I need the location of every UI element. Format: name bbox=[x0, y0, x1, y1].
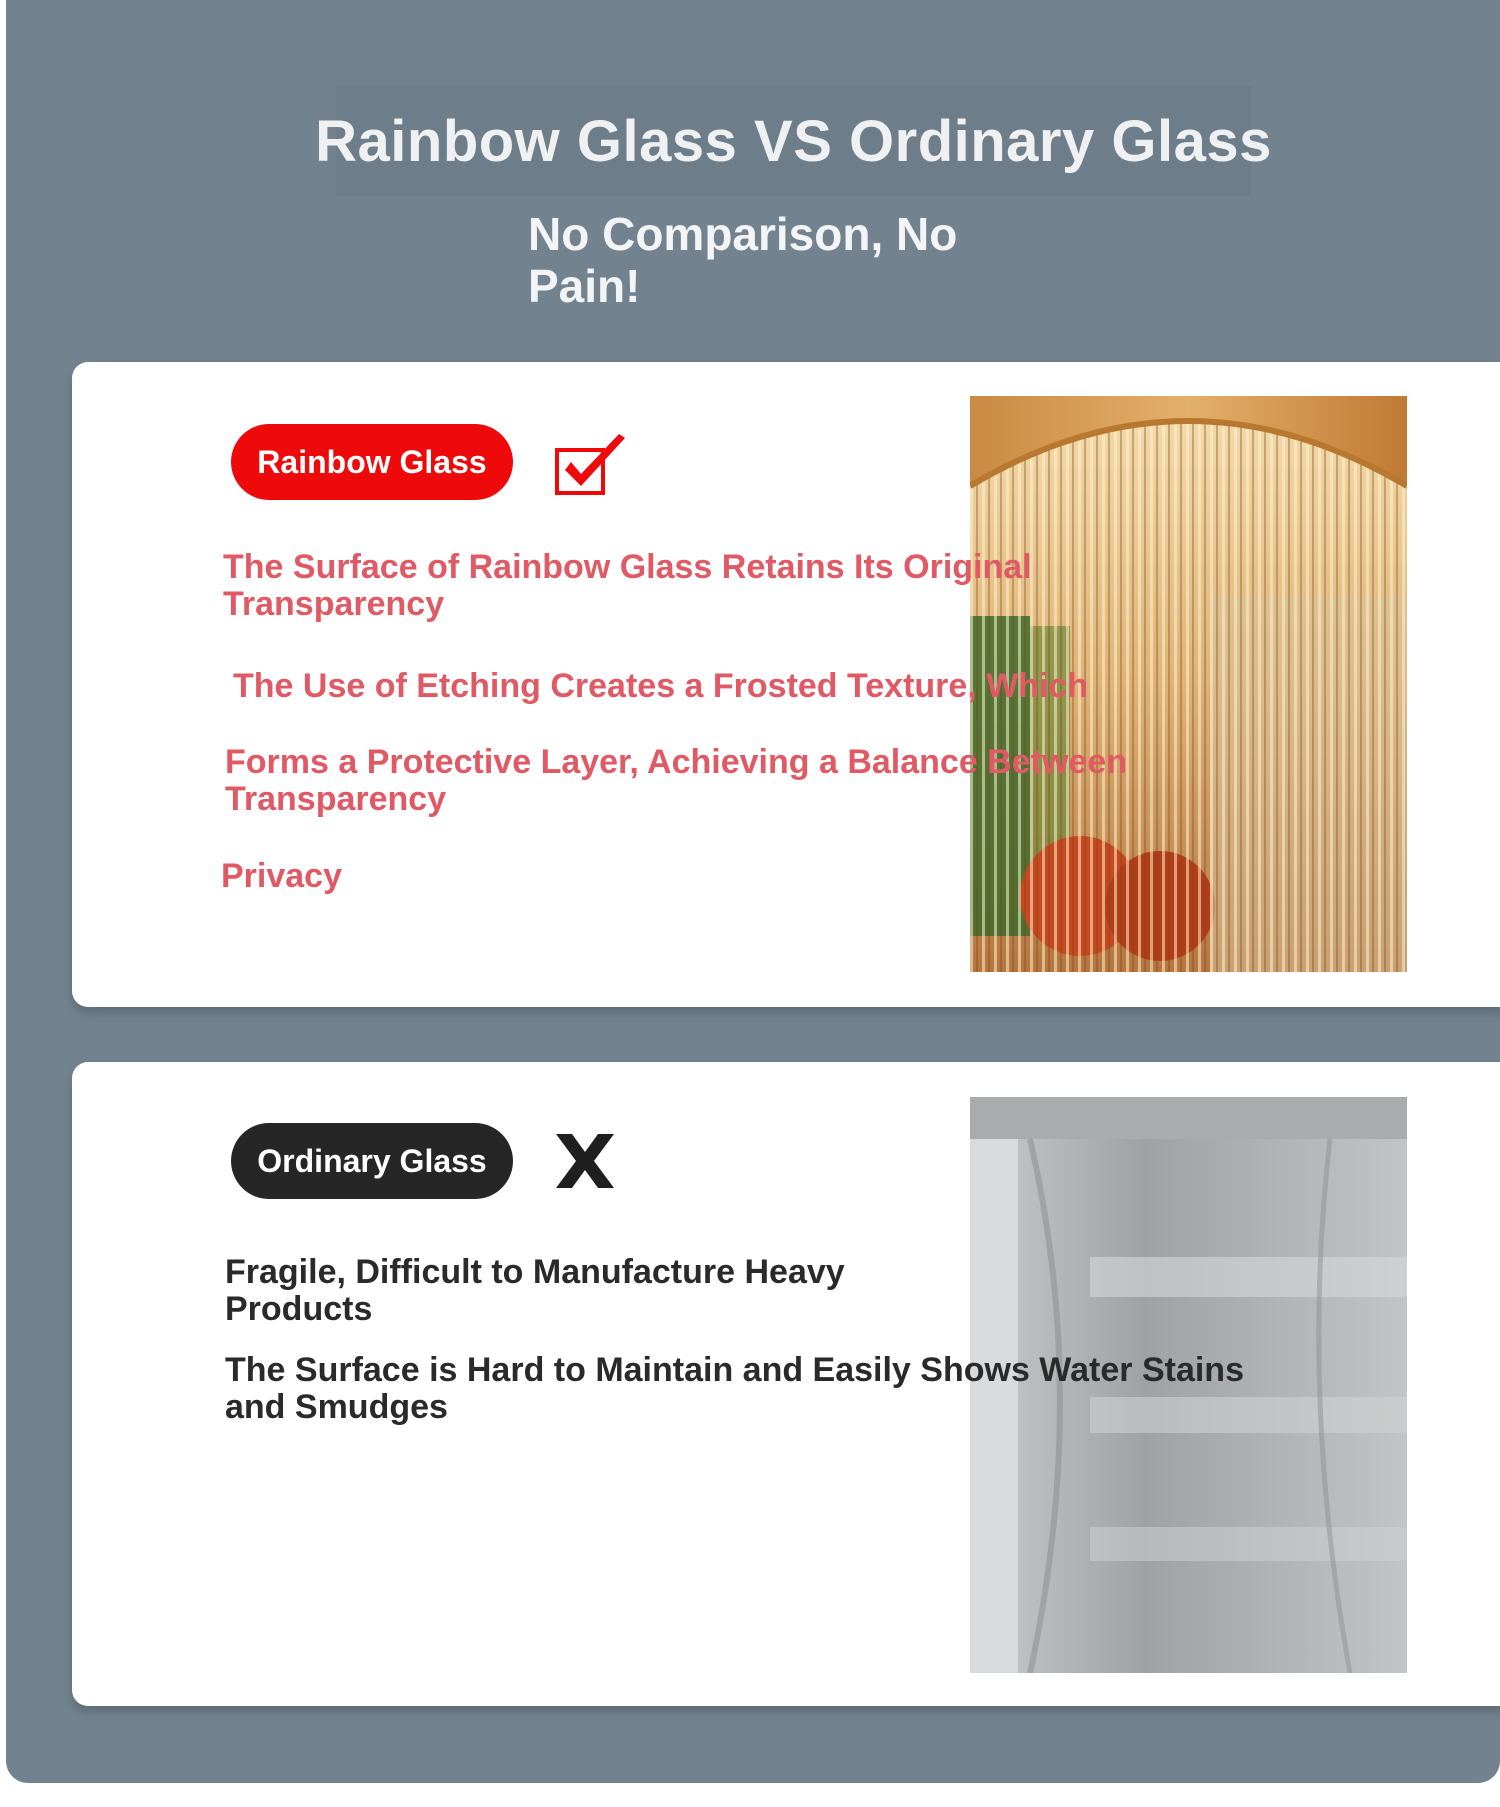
rainbow-point-2 bbox=[233, 668, 1088, 705]
ordinary-point-1 bbox=[225, 1254, 845, 1328]
rainbow-point-3-text: Forms a Protective Layer, Achieving a Balance Between Transparency bbox=[225, 743, 1127, 818]
header-title-box bbox=[315, 86, 1272, 196]
rainbow-point-1 bbox=[223, 549, 1032, 623]
ordinary-glass-badge: Ordinary Glass bbox=[231, 1123, 513, 1199]
page-title: Rainbow Glass VS Ordinary Glass bbox=[315, 108, 1272, 174]
rainbow-point-3 bbox=[225, 744, 1127, 818]
ordinary-glass-card bbox=[72, 1062, 1500, 1706]
ordinary-point-1-text: Fragile, Difficult to Manufacture Heavy Products bbox=[225, 1253, 845, 1328]
rainbow-point-1-text: The Surface of Rainbow Glass Retains Its Original Transparency bbox=[223, 548, 1032, 623]
rainbow-point-2-text: The Use of Etching Creates a Frosted Texture, Which bbox=[233, 667, 1089, 705]
page-subtitle: No Comparison, No Pain! bbox=[528, 208, 958, 312]
rainbow-point-4 bbox=[221, 858, 342, 895]
rainbow-glass-card bbox=[72, 362, 1500, 1007]
rainbow-point-4-text: Privacy bbox=[221, 857, 342, 895]
ordinary-point-2 bbox=[225, 1352, 1244, 1426]
rainbow-glass-badge: Rainbow Glass bbox=[231, 424, 513, 500]
x-icon bbox=[554, 1132, 616, 1190]
ordinary-point-2-text: The Surface is Hard to Maintain and Easily Shows Water Stains and Smudges bbox=[225, 1351, 1244, 1426]
checkmark-icon bbox=[555, 432, 629, 496]
page-panel bbox=[6, 0, 1500, 1783]
